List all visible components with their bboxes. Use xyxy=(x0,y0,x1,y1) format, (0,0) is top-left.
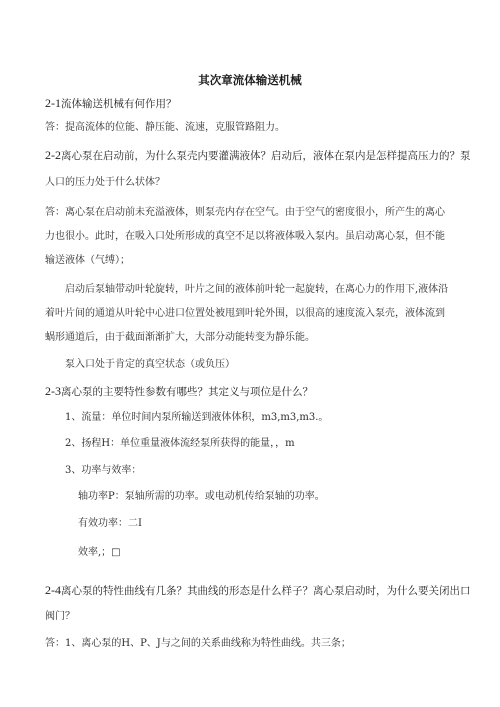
question-2-2 xyxy=(45,148,471,163)
question-2-1 xyxy=(45,96,465,111)
question-line: 阀门？ xyxy=(45,611,75,622)
sub-item: 轴功率P：泵轴所需的功率。或电动机传给泵轴的功率。 xyxy=(78,491,325,502)
list-item: 2、扬程H：单位重量液体流经泵所获得的能量，，m xyxy=(65,438,295,449)
answer-line: 答：离心泵在启动前未充溢液体，则泵壳内存在空气。由于空气的密度很小，所产生的离心 xyxy=(45,207,445,218)
question-text: 流体输送机械有何作用？ xyxy=(61,98,177,110)
question-2-3 xyxy=(45,384,465,399)
answer-line: 答：提高流体的位能、静压能、流速，克服管路阻力。 xyxy=(45,122,285,133)
question-text: 离心泵在启动前，为什么泵壳内要灌满液体？启动后，液体在泵内是怎样提高压力的？泵 xyxy=(61,150,471,162)
question-text: 离心泵的主要特性参数有哪些？其定义与项位是什么？ xyxy=(61,386,313,398)
answer-line: 启动后泵轴带动叶轮旋转，叶片之间的液体前叶轮一起旋转，在离心力的作用下,液体沿 xyxy=(65,284,449,295)
list-item: 1、流量：单位时间内泵所输送到液体体积，m3,m3,m3.。 xyxy=(65,412,329,423)
list-item: 3、功率与效率： xyxy=(65,465,142,476)
answer-line: 泵入口处于肯定的真空状态（或负压） xyxy=(65,359,235,370)
question-number: 2-1 xyxy=(45,96,61,110)
question-2-4 xyxy=(45,583,471,598)
page-title: 其次章流体输送机械 xyxy=(198,73,302,87)
answer-line: 答：1、离心泵的H、P、J与之间的关系曲线称为特性曲线。共三条； xyxy=(45,638,351,649)
question-number: 2-2 xyxy=(45,148,61,162)
question-number: 2-4 xyxy=(45,583,61,597)
answer-line: 着叶片间的通道从叶轮中心进口位置处被甩到叶轮外围，以很高的速度流入泵壳，液体流到 xyxy=(45,308,445,319)
answer-line: 力也很小。此时，在吸入口处所形成的真空不足以将液体吸入泵内。虽启动离心泵，但不能 xyxy=(45,231,445,242)
question-number: 2-3 xyxy=(45,384,61,398)
answer-line: 蜗形通道后，由于截面渐渐扩大，大部分动能转变为静乐能。 xyxy=(45,332,315,343)
sub-item: 有效功率：二Ⅰ xyxy=(78,518,142,529)
sub-item: 效率,；□ xyxy=(78,547,121,558)
question-line: 人口的压力处于什么状体？ xyxy=(45,177,165,188)
question-text: 离心泵的特性曲线有几条？其曲线的形态是什么样子？离心泵启动时，为什么要关闭出口 xyxy=(61,585,471,597)
answer-line: 输送液体（气缚）； xyxy=(45,255,130,266)
